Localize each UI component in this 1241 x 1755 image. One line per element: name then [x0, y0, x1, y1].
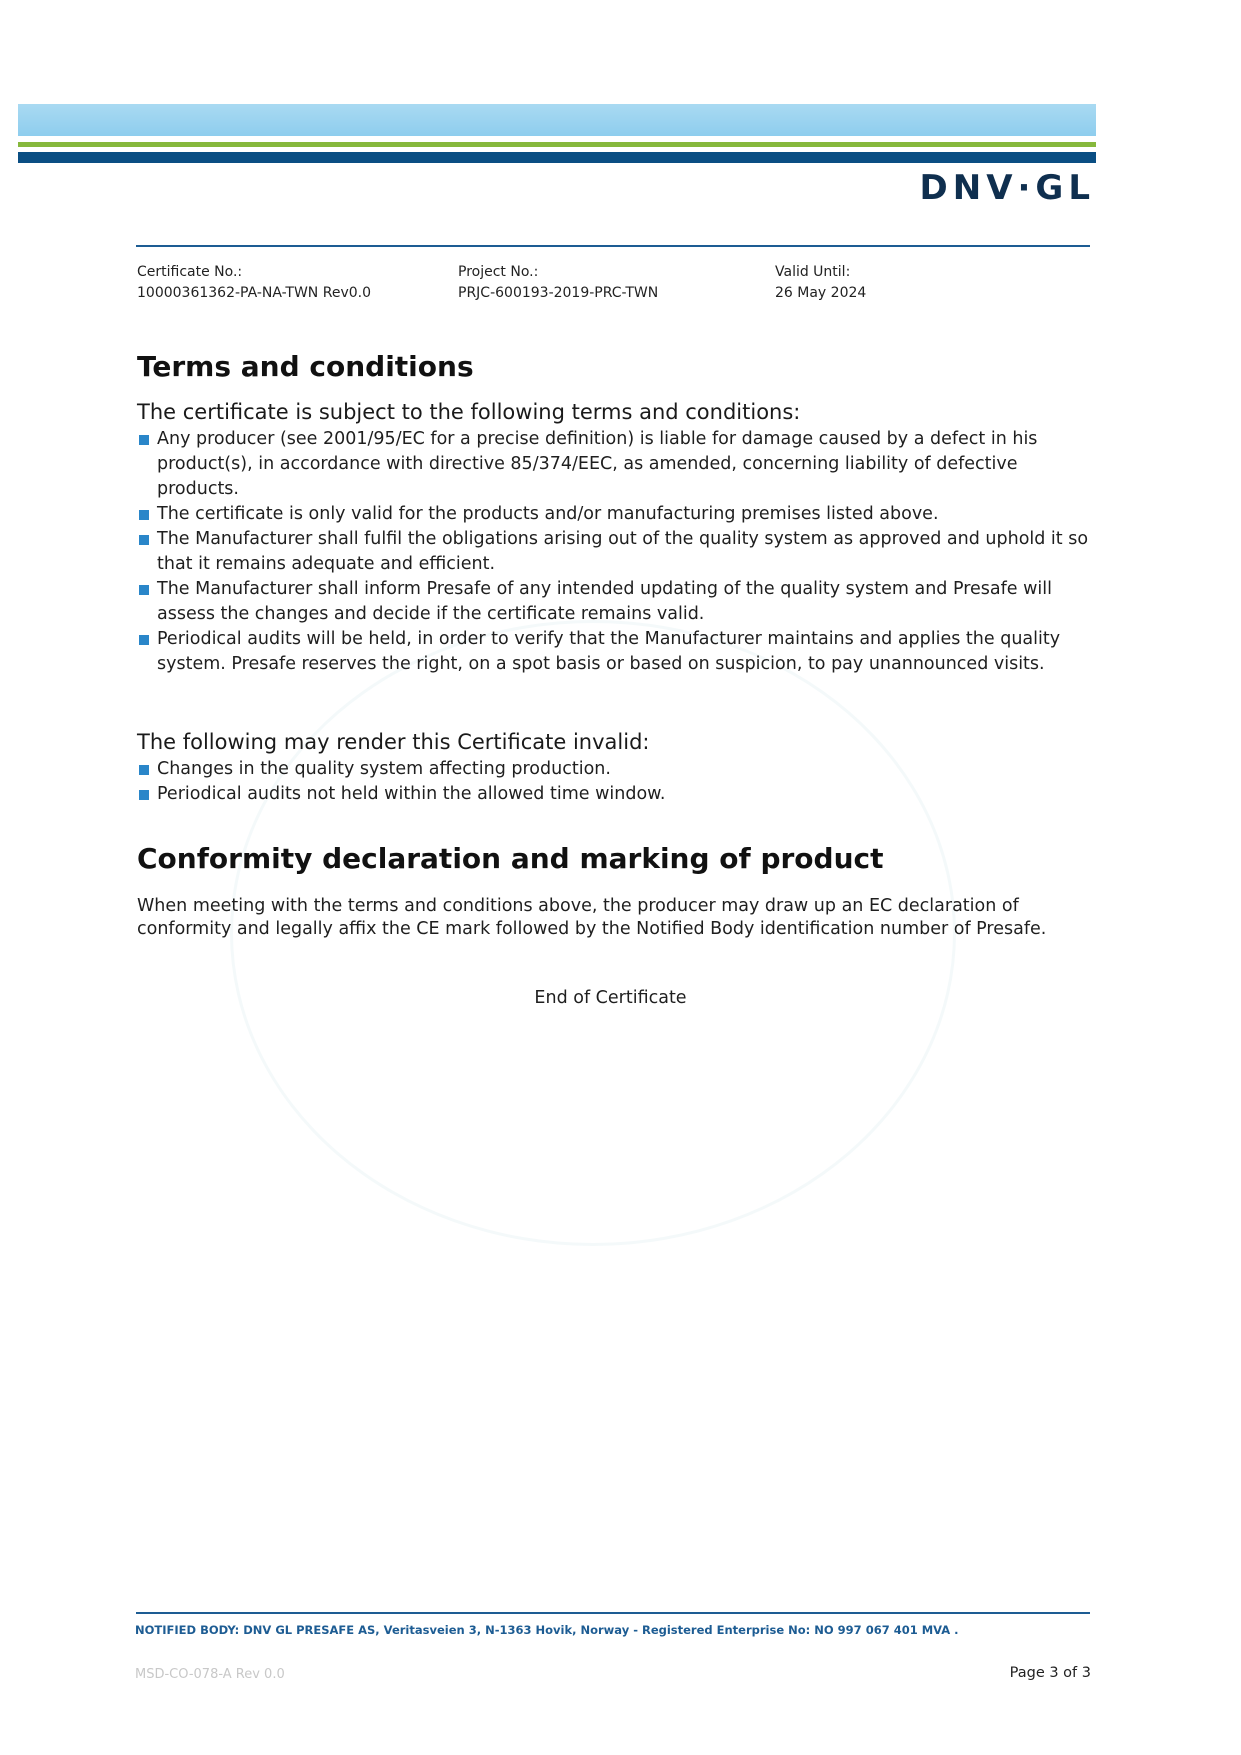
meta-top-rule — [136, 245, 1090, 247]
bullet-square-icon — [139, 435, 149, 445]
certificate-number-block — [137, 262, 371, 304]
terms-item — [137, 502, 1097, 527]
terms-item — [137, 427, 1097, 502]
dnv-gl-logo: DNV·GL — [919, 168, 1095, 208]
bullet-square-icon — [139, 790, 149, 800]
valid-until-block — [775, 262, 866, 304]
terms-item-text: The Manufacturer shall fulfil the obligations arising out of the quality system as approved and uphold it so that it remains adequate and efficient. — [157, 529, 1089, 574]
conformity-paragraph: When meeting with the terms and conditions above, the producer may draw up an EC declaration of conformity and legally affix the CE mark followed by the Notified Body identification number of Presafe. — [137, 896, 1047, 939]
terms-item-text: The Manufacturer shall inform Presafe of any intended updating of the quality system and Presafe will assess the changes and decide if the certificate remains valid. — [157, 579, 1053, 624]
terms-item-text: Any producer (see 2001/95/EC for a precise definition) is liable for damage caused by a defect in his product(s), in accordance with directive 85/374/EEC, as amended, concerning liability of defective products. — [157, 429, 1038, 499]
bullet-square-icon — [139, 535, 149, 545]
invalid-intro: The following may render this Certificate invalid: — [137, 730, 650, 754]
conformity-heading: Conformity declaration and marking of product — [137, 842, 884, 875]
page-number: Page 3 of 3 — [1009, 1665, 1091, 1681]
terms-item-text: The certificate is only valid for the products and/or manufacturing premises listed above. — [157, 504, 939, 524]
bullet-square-icon — [139, 585, 149, 595]
terms-list — [137, 427, 1097, 677]
header-light-band — [18, 104, 1096, 136]
valid-until-label: Valid Until: — [775, 264, 851, 280]
form-code: MSD-CO-078-A Rev 0.0 — [135, 1667, 285, 1682]
end-of-certificate: End of Certificate — [534, 988, 687, 1008]
footer-rule — [136, 1612, 1090, 1614]
project-number-block — [458, 262, 658, 304]
notified-body-text: NOTIFIED BODY: DNV GL PRESAFE AS, Veritasveien 3, N-1363 Hovik, Norway - Registered Enterprise No: NO 997 067 401 MVA . — [135, 1623, 959, 1637]
bullet-square-icon — [139, 765, 149, 775]
project-number-value: PRJC-600193-2019-PRC-TWN — [458, 285, 659, 301]
invalid-item — [137, 782, 1097, 807]
certificate-number-value: 10000361362-PA-NA-TWN Rev0.0 — [137, 285, 371, 301]
terms-item — [137, 527, 1097, 577]
certificate-number-label: Certificate No.: — [137, 264, 243, 280]
invalid-list — [137, 757, 1097, 807]
project-number-label: Project No.: — [458, 264, 539, 280]
bullet-square-icon — [139, 635, 149, 645]
terms-item-text: Periodical audits will be held, in order to verify that the Manufacturer maintains and applies the quality system. Presafe reserves the right, on a spot basis or based on suspicion, to pay unannounced visits. — [157, 629, 1061, 674]
terms-heading: Terms and conditions — [137, 350, 474, 383]
terms-item — [137, 577, 1097, 627]
invalid-item-text: Changes in the quality system affecting production. — [157, 759, 611, 779]
invalid-item-text: Periodical audits not held within the allowed time window. — [157, 784, 666, 804]
invalid-item — [137, 757, 1097, 782]
header-green-line — [18, 142, 1096, 147]
bullet-square-icon — [139, 510, 149, 520]
header-navy-line — [18, 152, 1096, 163]
terms-item — [137, 627, 1097, 677]
valid-until-value: 26 May 2024 — [775, 285, 867, 301]
terms-intro: The certificate is subject to the following terms and conditions: — [137, 400, 801, 424]
